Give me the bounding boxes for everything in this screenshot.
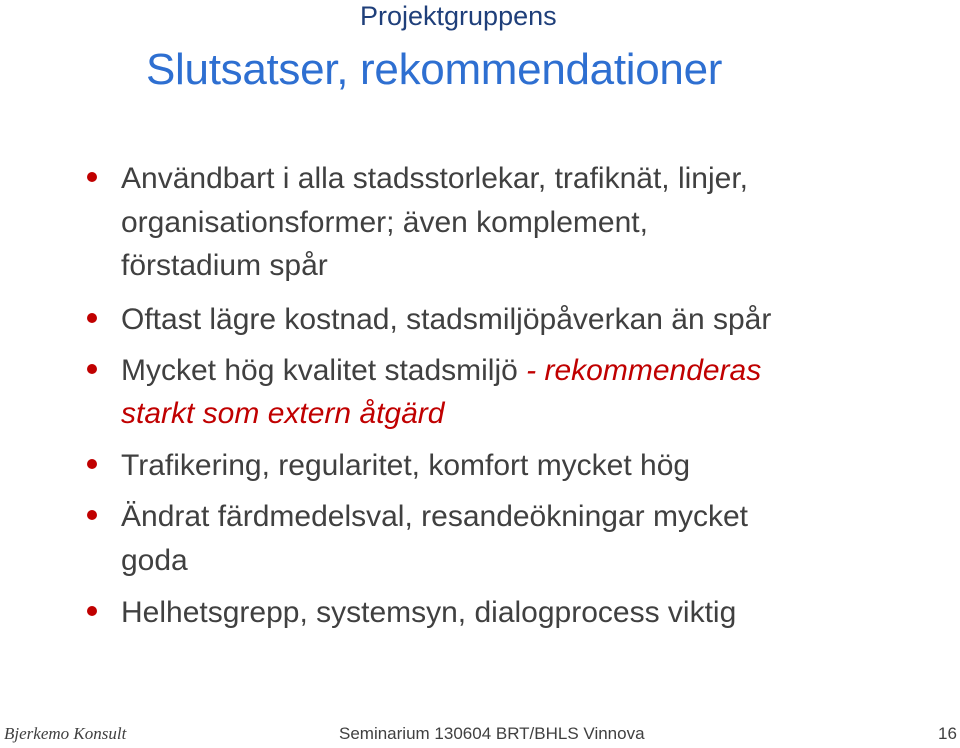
bullet-line: goda xyxy=(121,544,188,577)
bullet-dot-icon xyxy=(87,364,97,374)
bullet-dot-icon xyxy=(87,313,97,323)
bullet-dot-icon xyxy=(87,606,97,616)
bullet-text-emphasis: starkt som extern åtgärd xyxy=(121,397,445,430)
footer-event: Seminarium 130604 BRT/BHLS Vinnova xyxy=(339,724,645,743)
bullet-line: Användbart i alla stadsstorlekar, trafiknät, linjer, xyxy=(121,162,748,195)
bullet-dot-icon xyxy=(87,172,97,182)
bullet-text-emphasis: - rekommenderas xyxy=(526,354,762,387)
bullet-line: Helhetsgrepp, systemsyn, dialogprocess viktig xyxy=(121,596,737,629)
bullet-line: Oftast lägre kostnad, stadsmiljöpåverkan än spår xyxy=(121,303,772,336)
bullet-dot-icon xyxy=(87,510,97,520)
page-number: 16 xyxy=(938,724,957,743)
bullet-dot-icon xyxy=(87,459,97,469)
bullet-line: Ändrat färdmedelsval, resandeökningar mycket xyxy=(121,500,748,533)
slide-supertitle: Projektgruppens xyxy=(360,1,557,31)
bullet-line: Trafikering, regularitet, komfort mycket hög xyxy=(121,449,691,482)
bullet-line: organisationsformer; även komplement, xyxy=(121,206,648,239)
bullet-text-plain: Mycket hög kvalitet stadsmiljö xyxy=(121,354,527,387)
footer-author: Bjerkemo Konsult xyxy=(4,724,127,743)
bullet-line xyxy=(121,347,881,395)
slide-title: Slutsatser, rekommendationer xyxy=(146,45,723,94)
bullet-line: förstadium spår xyxy=(121,249,328,282)
